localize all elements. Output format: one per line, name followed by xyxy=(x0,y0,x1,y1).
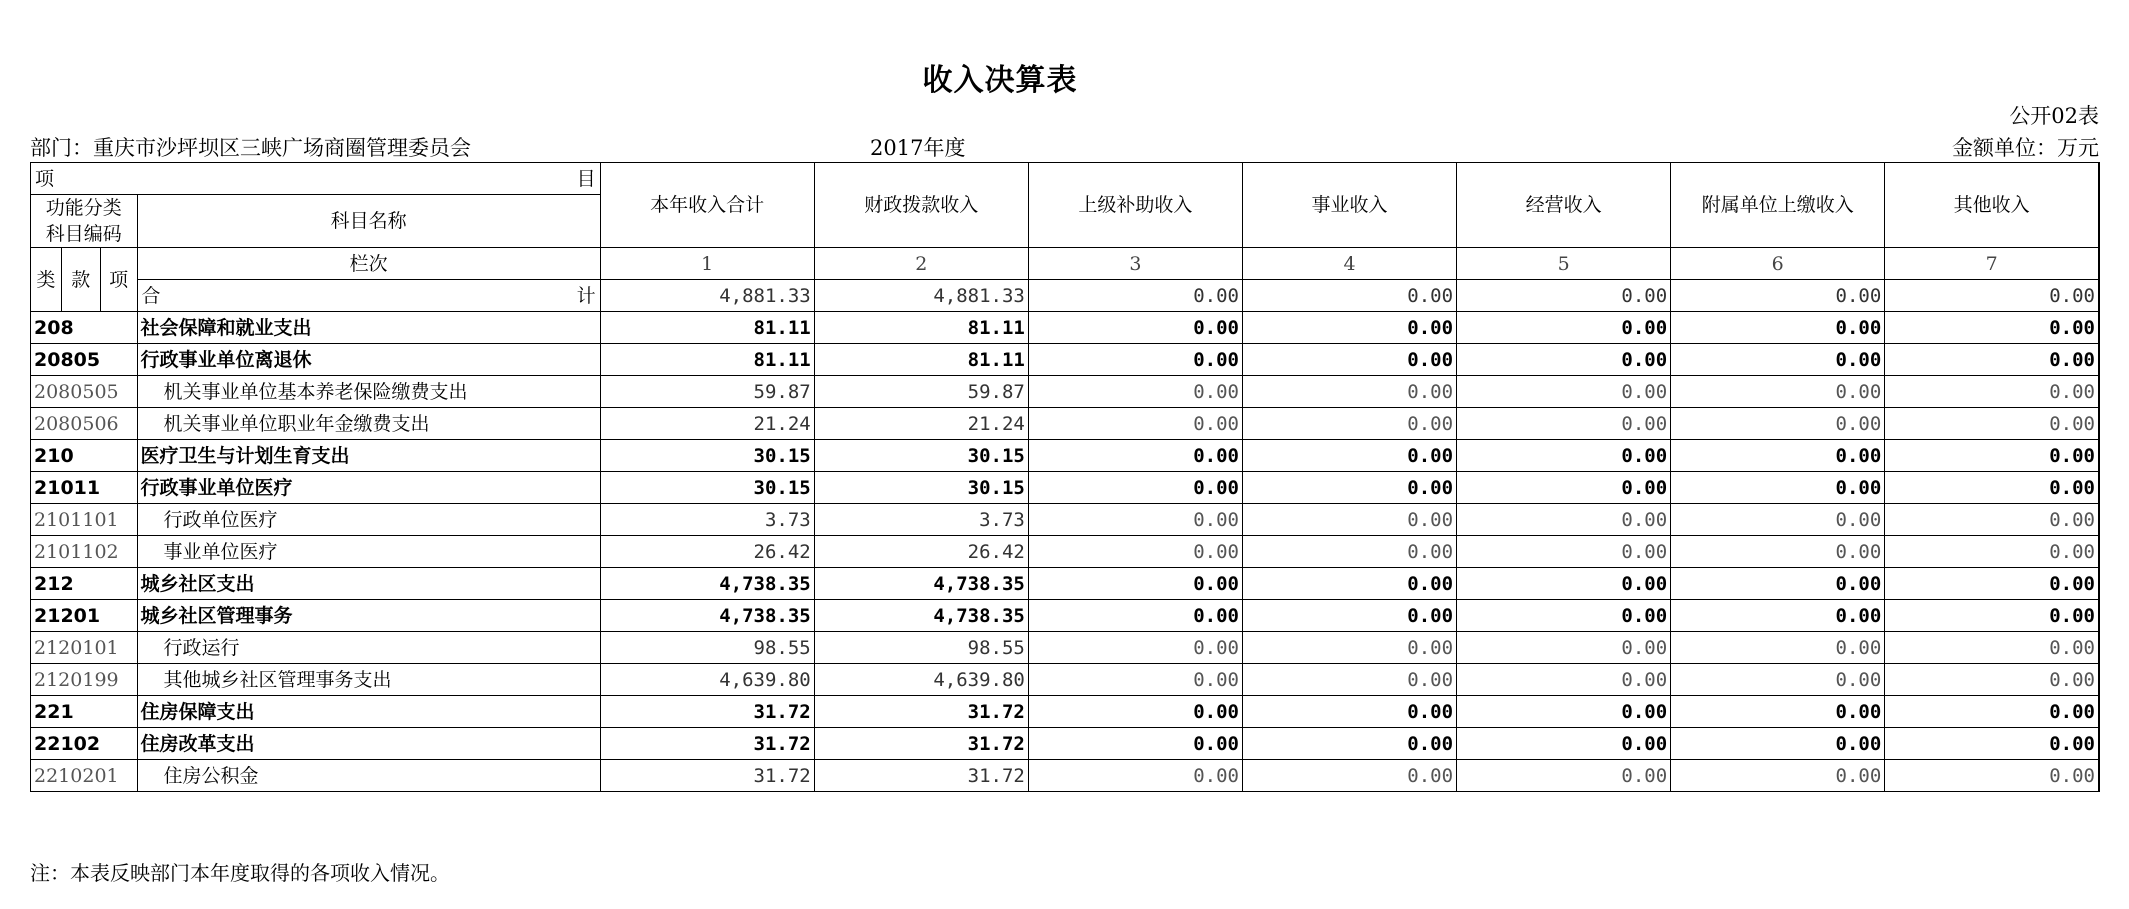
amount-cell: 4,639.80 xyxy=(600,664,814,696)
table-number: 公开02表 xyxy=(2009,104,2099,128)
amount-cell: 0.00 xyxy=(1028,472,1242,504)
col-header-1: 本年收入合计 xyxy=(600,163,814,248)
kuan-header: 款 xyxy=(61,248,100,312)
amount-cell: 59.87 xyxy=(814,376,1028,408)
subject-code: 208 xyxy=(31,312,138,344)
amount-cell: 30.15 xyxy=(600,472,814,504)
amount-cell: 0.00 xyxy=(1457,568,1671,600)
amount-unit: 金额单位：万元 xyxy=(1952,136,2099,160)
total-value: 4,881.33 xyxy=(814,280,1028,312)
footnote: 注：本表反映部门本年度取得的各项收入情况。 xyxy=(30,861,450,885)
table-row xyxy=(31,504,2100,536)
amount-cell: 0.00 xyxy=(1671,568,1885,600)
amount-cell: 0.00 xyxy=(1457,408,1671,440)
amount-cell: 0.00 xyxy=(1457,696,1671,728)
amount-cell: 0.00 xyxy=(1885,344,2099,376)
code-header-line2: 科目编码 xyxy=(45,223,122,245)
seq-5: 5 xyxy=(1457,248,1671,280)
amount-cell: 0.00 xyxy=(1457,664,1671,696)
amount-cell: 30.15 xyxy=(600,440,814,472)
amount-cell: 21.24 xyxy=(600,408,814,440)
subject-name: 城乡社区管理事务 xyxy=(137,600,600,632)
subject-code: 210 xyxy=(31,440,138,472)
col-header-2: 财政拨款收入 xyxy=(814,163,1028,248)
amount-cell: 59.87 xyxy=(600,376,814,408)
amount-cell: 0.00 xyxy=(1457,728,1671,760)
amount-cell: 0.00 xyxy=(1671,408,1885,440)
amount-cell: 0.00 xyxy=(1457,376,1671,408)
amount-cell: 0.00 xyxy=(1457,600,1671,632)
xiang-mu-cell xyxy=(31,163,601,195)
seq-3: 3 xyxy=(1028,248,1242,280)
amount-cell: 31.72 xyxy=(600,760,814,792)
amount-cell: 0.00 xyxy=(1885,632,2099,664)
subject-name: 住房保障支出 xyxy=(137,696,600,728)
subject-name: 行政事业单位医疗 xyxy=(137,472,600,504)
amount-cell: 0.00 xyxy=(1671,312,1885,344)
amount-cell: 0.00 xyxy=(1028,536,1242,568)
subject-code: 2101101 xyxy=(31,504,138,536)
amount-cell: 4,639.80 xyxy=(814,664,1028,696)
amount-cell: 0.00 xyxy=(1671,664,1885,696)
amount-cell: 31.72 xyxy=(814,760,1028,792)
amount-cell: 4,738.35 xyxy=(814,600,1028,632)
subject-code: 20805 xyxy=(31,344,138,376)
subject-name: 行政单位医疗 xyxy=(137,504,600,536)
amount-cell: 0.00 xyxy=(1885,408,2099,440)
amount-cell: 31.72 xyxy=(814,728,1028,760)
subject-code: 2120199 xyxy=(31,664,138,696)
amount-cell: 30.15 xyxy=(814,440,1028,472)
amount-cell: 0.00 xyxy=(1457,344,1671,376)
col-header-4: 事业收入 xyxy=(1242,163,1456,248)
amount-cell: 30.15 xyxy=(814,472,1028,504)
amount-cell: 0.00 xyxy=(1242,376,1456,408)
subject-code: 22102 xyxy=(31,728,138,760)
total-label-cell xyxy=(137,280,600,312)
amount-cell: 0.00 xyxy=(1457,472,1671,504)
subject-name: 机关事业单位基本养老保险缴费支出 xyxy=(137,376,600,408)
amount-cell: 0.00 xyxy=(1457,632,1671,664)
amount-cell: 0.00 xyxy=(1885,312,2099,344)
amount-cell: 0.00 xyxy=(1885,504,2099,536)
subject-code: 221 xyxy=(31,696,138,728)
amount-cell: 4,738.35 xyxy=(814,568,1028,600)
code-header-line1: 功能分类 xyxy=(45,197,122,219)
amount-cell: 0.00 xyxy=(1885,536,2099,568)
col-header-3: 上级补助收入 xyxy=(1028,163,1242,248)
subject-code: 2210201 xyxy=(31,760,138,792)
amount-cell: 0.00 xyxy=(1885,728,2099,760)
col-header-6: 附属单位上缴收入 xyxy=(1671,163,1885,248)
subject-code: 2080506 xyxy=(31,408,138,440)
amount-cell: 0.00 xyxy=(1671,760,1885,792)
seq-4: 4 xyxy=(1242,248,1456,280)
subject-name: 行政事业单位离退休 xyxy=(137,344,600,376)
amount-cell: 0.00 xyxy=(1028,344,1242,376)
amount-cell: 81.11 xyxy=(600,344,814,376)
table-row xyxy=(31,536,2100,568)
subject-code: 2120101 xyxy=(31,632,138,664)
amount-cell: 98.55 xyxy=(814,632,1028,664)
amount-cell: 0.00 xyxy=(1242,344,1456,376)
table-row xyxy=(31,344,2100,376)
amount-cell: 0.00 xyxy=(1028,312,1242,344)
amount-cell: 0.00 xyxy=(1457,312,1671,344)
subject-code: 21011 xyxy=(31,472,138,504)
seq-1: 1 xyxy=(600,248,814,280)
header-row-1 xyxy=(31,163,2100,195)
amount-cell: 0.00 xyxy=(1242,312,1456,344)
subject-name: 社会保障和就业支出 xyxy=(137,312,600,344)
table-row xyxy=(31,408,2100,440)
amount-cell: 0.00 xyxy=(1885,440,2099,472)
total-label-ji: 计 xyxy=(576,284,596,307)
amount-cell: 0.00 xyxy=(1885,664,2099,696)
amount-cell: 0.00 xyxy=(1242,632,1456,664)
amount-cell: 31.72 xyxy=(600,728,814,760)
seq-6: 6 xyxy=(1671,248,1885,280)
table-row xyxy=(31,696,2100,728)
amount-cell: 0.00 xyxy=(1885,760,2099,792)
amount-cell: 0.00 xyxy=(1028,440,1242,472)
table-row xyxy=(31,376,2100,408)
col-header-5: 经营收入 xyxy=(1457,163,1671,248)
amount-cell: 4,738.35 xyxy=(600,600,814,632)
amount-cell: 0.00 xyxy=(1028,760,1242,792)
amount-cell: 0.00 xyxy=(1028,728,1242,760)
table-row xyxy=(31,312,2100,344)
col-header-7: 其他收入 xyxy=(1885,163,2099,248)
amount-cell: 3.73 xyxy=(600,504,814,536)
subject-name-header: 科目名称 xyxy=(137,195,600,248)
table-row xyxy=(31,440,2100,472)
amount-cell: 0.00 xyxy=(1242,664,1456,696)
table-row xyxy=(31,568,2100,600)
subject-name: 住房改革支出 xyxy=(137,728,600,760)
amount-cell: 0.00 xyxy=(1028,600,1242,632)
amount-cell: 0.00 xyxy=(1242,472,1456,504)
seq-7: 7 xyxy=(1885,248,2099,280)
amount-cell: 81.11 xyxy=(600,312,814,344)
subject-name: 事业单位医疗 xyxy=(137,536,600,568)
amount-cell: 0.00 xyxy=(1242,728,1456,760)
subject-name: 机关事业单位职业年金缴费支出 xyxy=(137,408,600,440)
amount-cell: 0.00 xyxy=(1885,472,2099,504)
subject-name: 医疗卫生与计划生育支出 xyxy=(137,440,600,472)
total-value: 0.00 xyxy=(1028,280,1242,312)
amount-cell: 0.00 xyxy=(1028,696,1242,728)
amount-cell: 3.73 xyxy=(814,504,1028,536)
amount-cell: 0.00 xyxy=(1671,344,1885,376)
subject-name: 行政运行 xyxy=(137,632,600,664)
amount-cell: 0.00 xyxy=(1885,376,2099,408)
amount-cell: 98.55 xyxy=(600,632,814,664)
subject-code: 21201 xyxy=(31,600,138,632)
subject-name: 住房公积金 xyxy=(137,760,600,792)
header-row-seq xyxy=(31,248,2100,280)
report-title: 收入决算表 xyxy=(922,63,1078,98)
amount-cell: 0.00 xyxy=(1671,376,1885,408)
amount-cell: 0.00 xyxy=(1242,440,1456,472)
amount-cell: 0.00 xyxy=(1242,568,1456,600)
table-row xyxy=(31,600,2100,632)
department-label: 部门：重庆市沙坪坝区三峡广场商圈管理委员会 xyxy=(30,136,471,160)
amount-cell: 26.42 xyxy=(814,536,1028,568)
code-header xyxy=(31,195,138,248)
amount-cell: 0.00 xyxy=(1671,440,1885,472)
table-row xyxy=(31,728,2100,760)
amount-cell: 31.72 xyxy=(600,696,814,728)
total-value: 0.00 xyxy=(1671,280,1885,312)
amount-cell: 0.00 xyxy=(1671,504,1885,536)
table-row xyxy=(31,664,2100,696)
amount-cell: 0.00 xyxy=(1671,536,1885,568)
amount-cell: 0.00 xyxy=(1457,440,1671,472)
seq-2: 2 xyxy=(814,248,1028,280)
xiang-label: 项 xyxy=(35,167,55,190)
income-table xyxy=(30,162,2100,792)
amount-cell: 0.00 xyxy=(1457,760,1671,792)
total-value: 0.00 xyxy=(1885,280,2099,312)
amount-cell: 0.00 xyxy=(1885,568,2099,600)
amount-cell: 0.00 xyxy=(1028,376,1242,408)
subject-code: 2080505 xyxy=(31,376,138,408)
amount-cell: 0.00 xyxy=(1242,536,1456,568)
total-label-he: 合 xyxy=(141,284,161,307)
table-row xyxy=(31,760,2100,792)
subject-code: 212 xyxy=(31,568,138,600)
table-row xyxy=(31,632,2100,664)
lanci-label: 栏次 xyxy=(137,248,600,280)
total-value: 4,881.33 xyxy=(600,280,814,312)
amount-cell: 0.00 xyxy=(1457,504,1671,536)
amount-cell: 81.11 xyxy=(814,312,1028,344)
amount-cell: 0.00 xyxy=(1885,696,2099,728)
amount-cell: 0.00 xyxy=(1028,504,1242,536)
amount-cell: 0.00 xyxy=(1242,600,1456,632)
total-value: 0.00 xyxy=(1457,280,1671,312)
amount-cell: 26.42 xyxy=(600,536,814,568)
mu-label: 目 xyxy=(576,167,596,190)
amount-cell: 4,738.35 xyxy=(600,568,814,600)
amount-cell: 0.00 xyxy=(1028,568,1242,600)
amount-cell: 0.00 xyxy=(1671,696,1885,728)
amount-cell: 0.00 xyxy=(1242,696,1456,728)
amount-cell: 0.00 xyxy=(1671,728,1885,760)
amount-cell: 0.00 xyxy=(1457,536,1671,568)
amount-cell: 31.72 xyxy=(814,696,1028,728)
amount-cell: 0.00 xyxy=(1242,760,1456,792)
amount-cell: 0.00 xyxy=(1671,632,1885,664)
amount-cell: 0.00 xyxy=(1671,472,1885,504)
xiang-header: 项 xyxy=(100,248,137,312)
subject-code: 2101102 xyxy=(31,536,138,568)
amount-cell: 0.00 xyxy=(1671,600,1885,632)
total-value: 0.00 xyxy=(1242,280,1456,312)
subject-name: 城乡社区支出 xyxy=(137,568,600,600)
amount-cell: 21.24 xyxy=(814,408,1028,440)
amount-cell: 0.00 xyxy=(1885,600,2099,632)
fiscal-year: 2017年度 xyxy=(870,136,966,160)
lei-header: 类 xyxy=(31,248,62,312)
amount-cell: 81.11 xyxy=(814,344,1028,376)
amount-cell: 0.00 xyxy=(1242,408,1456,440)
amount-cell: 0.00 xyxy=(1242,504,1456,536)
amount-cell: 0.00 xyxy=(1028,408,1242,440)
subject-name: 其他城乡社区管理事务支出 xyxy=(137,664,600,696)
amount-cell: 0.00 xyxy=(1028,632,1242,664)
table-row xyxy=(31,472,2100,504)
amount-cell: 0.00 xyxy=(1028,664,1242,696)
total-row xyxy=(31,280,2100,312)
